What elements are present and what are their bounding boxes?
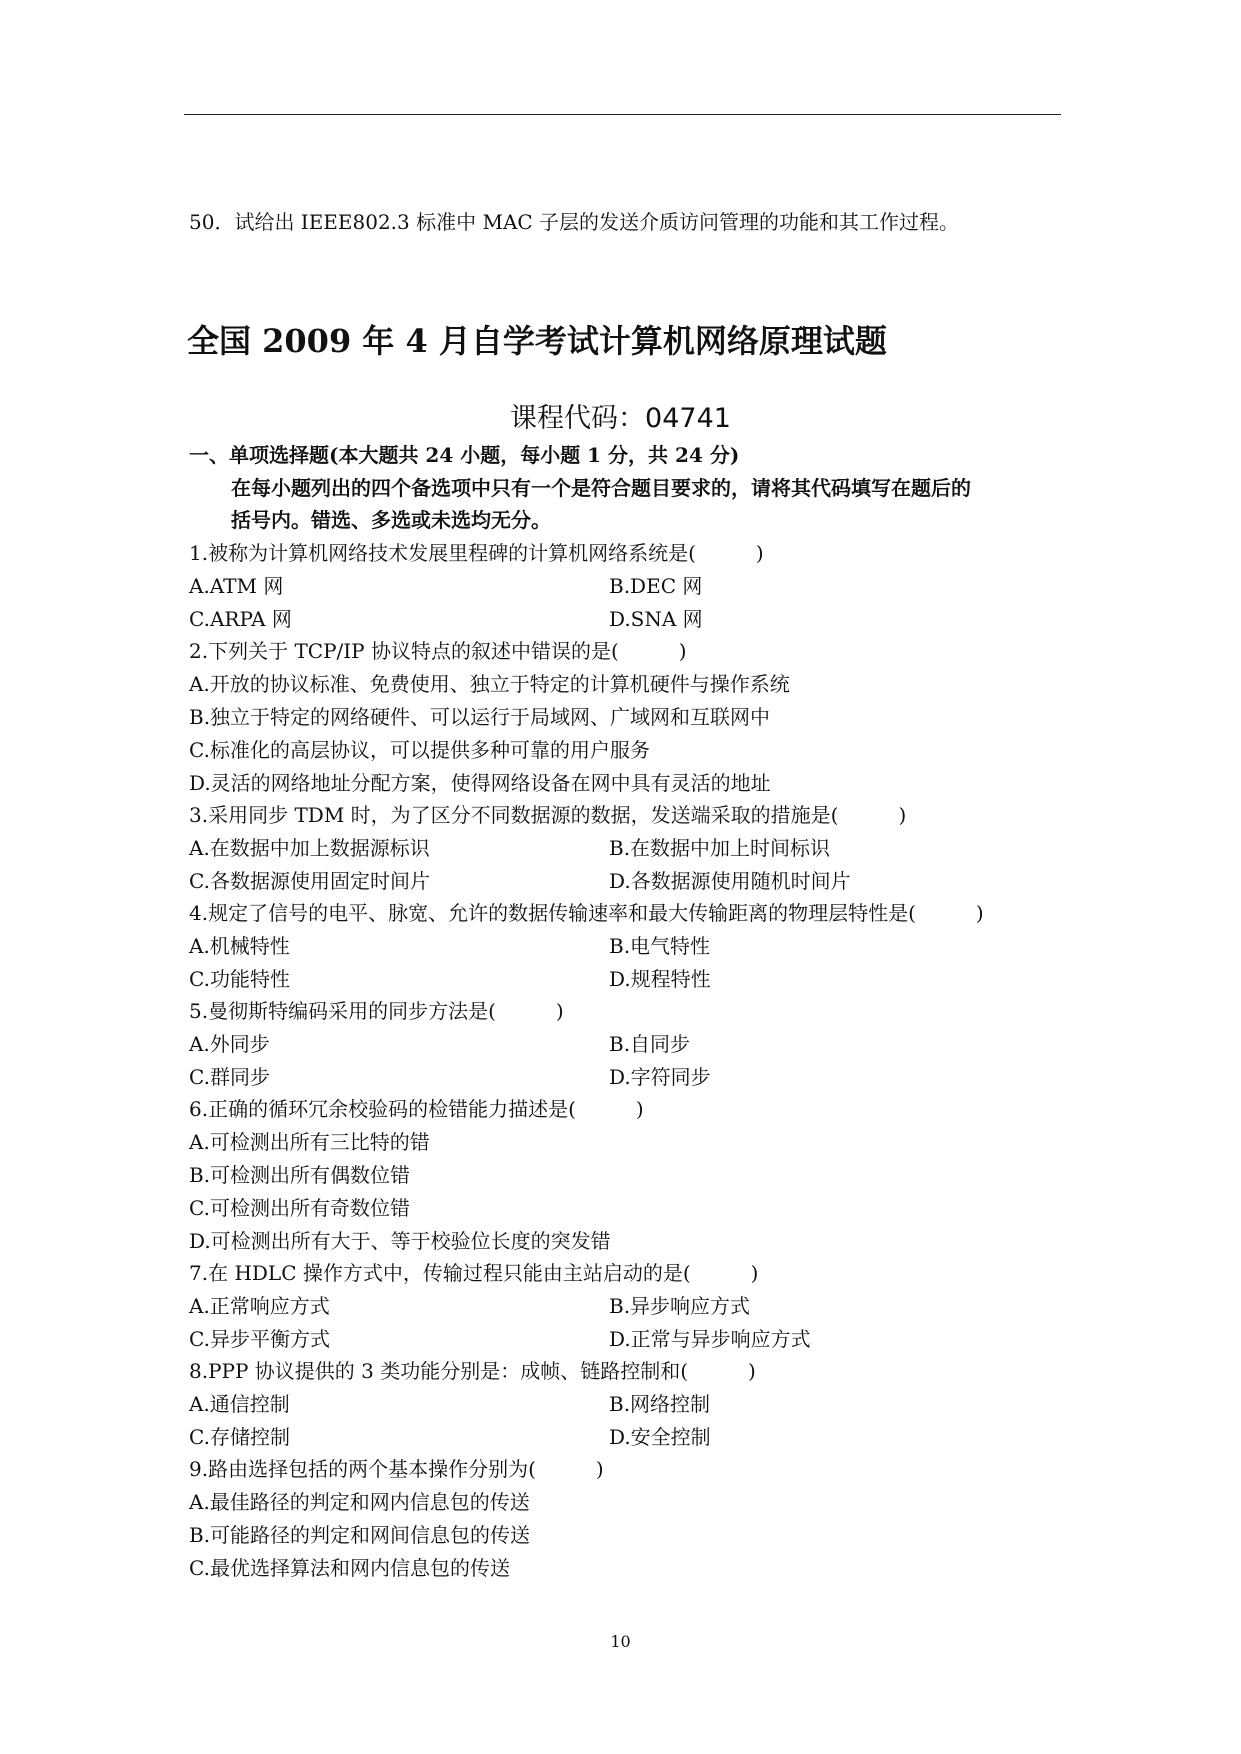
question-8-option-a: A.通信控制 <box>189 1392 290 1416</box>
question-8-option-c: C.存储控制 <box>189 1425 290 1449</box>
exam-title: 全国 2009 年 4 月自学考试计算机网络原理试题 <box>187 322 887 360</box>
question-5-option-a: A.外同步 <box>189 1032 270 1056</box>
question-8-stem: 8.PPP 协议提供的 3 类功能分别是：成帧、链路控制和( ) <box>189 1359 756 1383</box>
question-4-option-b: B.电气特性 <box>609 934 711 958</box>
question-7-option-d: D.正常与异步响应方式 <box>609 1327 811 1351</box>
question-3-option-b: B.在数据中加上时间标识 <box>609 836 831 860</box>
instruction-line-2: 括号内。错选、多选或未选均无分。 <box>231 508 551 532</box>
question-2-stem: 2.下列关于 TCP/IP 协议特点的叙述中错误的是( ) <box>189 639 687 663</box>
question-2-option-a: A.开放的协议标准、免费使用、独立于特定的计算机硬件与操作系统 <box>189 672 790 696</box>
page-number: 10 <box>610 1632 631 1651</box>
question-5-option-b: B.自同步 <box>609 1032 691 1056</box>
question-7-option-c: C.异步平衡方式 <box>189 1327 330 1351</box>
previous-question-50: 50．试给出 IEEE802.3 标准中 MAC 子层的发送介质访问管理的功能和其工作过程。 <box>189 210 960 234</box>
instruction-line-1: 在每小题列出的四个备选项中只有一个是符合题目要求的，请将其代码填写在题后的 <box>231 476 971 500</box>
question-1-option-c: C.ARPA 网 <box>189 607 292 631</box>
question-2-option-d: D.灵活的网络地址分配方案，使得网络设备在网中具有灵活的地址 <box>189 771 771 795</box>
question-2-option-b: B.独立于特定的网络硬件、可以运行于局域网、广域网和互联网中 <box>189 705 771 729</box>
question-5-stem: 5.曼彻斯特编码采用的同步方法是( ) <box>189 999 564 1023</box>
question-5-option-d: D.字符同步 <box>609 1065 711 1089</box>
question-3-option-d: D.各数据源使用随机时间片 <box>609 869 851 893</box>
question-6-stem: 6.正确的循环冗余校验码的检错能力描述是( ) <box>189 1097 644 1121</box>
question-8-option-b: B.网络控制 <box>609 1392 711 1416</box>
question-1-option-d: D.SNA 网 <box>609 607 703 631</box>
question-9-stem: 9.路由选择包括的两个基本操作分别为( ) <box>189 1457 604 1481</box>
question-4-stem: 4.规定了信号的电平、脉宽、允许的数据传输速率和最大传输距离的物理层特性是( ) <box>189 901 984 925</box>
question-6-option-c: C.可检测出所有奇数位错 <box>189 1196 410 1220</box>
question-6-option-b: B.可检测出所有偶数位错 <box>189 1163 411 1187</box>
question-9-option-a: A.最佳路径的判定和网内信息包的传送 <box>189 1490 530 1514</box>
question-4-option-c: C.功能特性 <box>189 967 290 991</box>
course-code: 课程代码：04741 <box>510 403 731 434</box>
section-header: 一、单项选择题(本大题共 24 小题，每小题 1 分，共 24 分) <box>189 443 740 467</box>
question-3-option-a: A.在数据中加上数据源标识 <box>189 836 430 860</box>
question-3-stem: 3.采用同步 TDM 时，为了区分不同数据源的数据，发送端采取的措施是( ) <box>189 803 907 827</box>
question-1-option-b: B.DEC 网 <box>609 574 703 598</box>
question-7-stem: 7.在 HDLC 操作方式中，传输过程只能由主站启动的是( ) <box>189 1261 759 1285</box>
question-1-option-a: A.ATM 网 <box>189 574 284 598</box>
question-6-option-d: D.可检测出所有大于、等于校验位长度的突发错 <box>189 1229 611 1253</box>
header-rule <box>184 114 1061 115</box>
question-9-option-c: C.最优选择算法和网内信息包的传送 <box>189 1556 510 1580</box>
question-4-option-a: A.机械特性 <box>189 934 290 958</box>
question-7-option-a: A.正常响应方式 <box>189 1294 330 1318</box>
question-8-option-d: D.安全控制 <box>609 1425 711 1449</box>
question-9-option-b: B.可能路径的判定和网间信息包的传送 <box>189 1523 531 1547</box>
question-4-option-d: D.规程特性 <box>609 967 711 991</box>
question-1-stem: 1.被称为计算机网络技术发展里程碑的计算机网络系统是( ) <box>189 541 764 565</box>
question-2-option-c: C.标准化的高层协议，可以提供多种可靠的用户服务 <box>189 738 650 762</box>
question-3-option-c: C.各数据源使用固定时间片 <box>189 869 430 893</box>
question-6-option-a: A.可检测出所有三比特的错 <box>189 1130 430 1154</box>
question-7-option-b: B.异步响应方式 <box>609 1294 751 1318</box>
question-5-option-c: C.群同步 <box>189 1065 270 1089</box>
